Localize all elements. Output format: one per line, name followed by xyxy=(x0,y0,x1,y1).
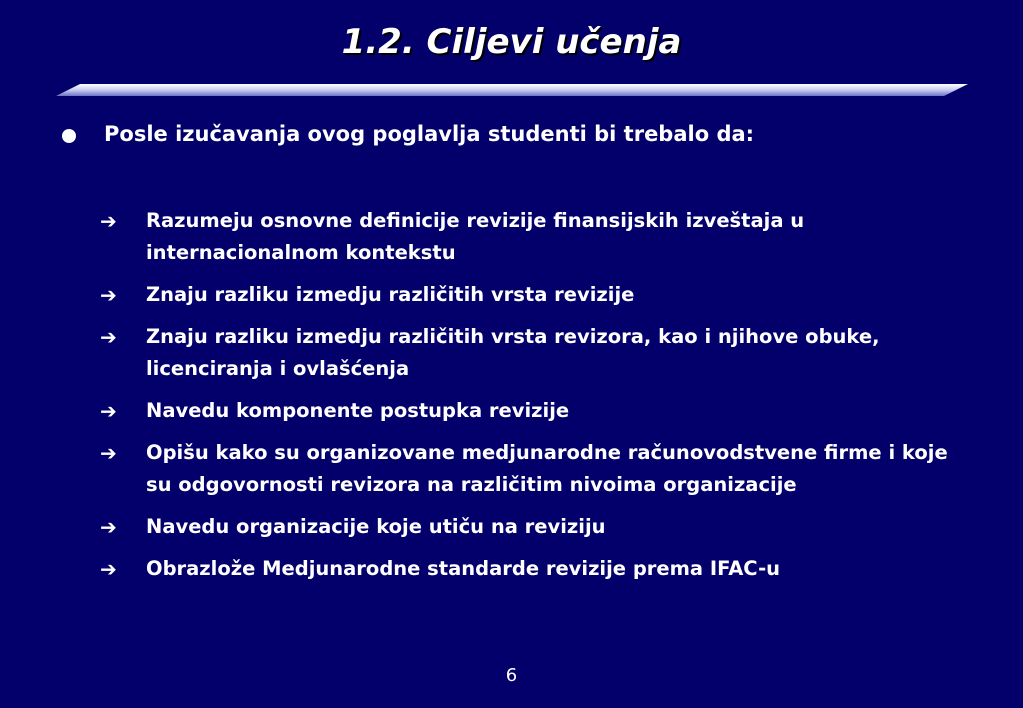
list-item xyxy=(100,279,970,311)
list-item-text: Obrazlože Medjunarodne standarde revizije prema IFAC-u xyxy=(146,557,781,580)
main-bullet-text: Posle izučavanja ovog poglavlja studenti bi trebalo da: xyxy=(104,122,755,146)
learning-goals-list xyxy=(100,205,970,595)
list-item-text: Navedu organizacije koje utiču na reviziju xyxy=(146,515,606,538)
arrow-right-icon: ➔ xyxy=(100,399,117,423)
page-number: 6 xyxy=(505,665,518,686)
list-item xyxy=(100,437,970,501)
list-item xyxy=(100,511,970,543)
list-item xyxy=(100,553,970,585)
list-item-text: Opišu kako su organizovane medjunarodne računovodstvene firme i koje su odgovornosti revizora na različitim nivoima organizacije xyxy=(146,441,948,496)
list-item xyxy=(100,321,970,385)
list-item xyxy=(100,205,970,269)
arrow-right-icon: ➔ xyxy=(100,283,117,307)
list-item-text: Znaju razliku izmedju različitih vrsta revizora, kao i njihove obuke, licenciranja i ovlašćenja xyxy=(146,325,880,380)
arrow-right-icon: ➔ xyxy=(100,515,117,539)
main-bullet-item xyxy=(62,122,754,146)
bullet-dot-icon xyxy=(62,129,76,143)
arrow-right-icon: ➔ xyxy=(100,325,117,349)
arrow-right-icon: ➔ xyxy=(100,557,117,581)
arrow-right-icon: ➔ xyxy=(100,209,117,233)
list-item-text: Navedu komponente postupka revizije xyxy=(146,399,570,422)
list-item-text: Razumeju osnovne definicije revizije finansijskih izveštaja u internacionalnom kontekstu xyxy=(146,209,805,264)
list-item-text: Znaju razliku izmedju različitih vrsta revizije xyxy=(146,283,635,306)
title-divider xyxy=(56,84,968,96)
slide-title: 1.2. Ciljevi učenja xyxy=(341,22,682,62)
list-item xyxy=(100,395,970,427)
arrow-right-icon: ➔ xyxy=(100,441,117,465)
